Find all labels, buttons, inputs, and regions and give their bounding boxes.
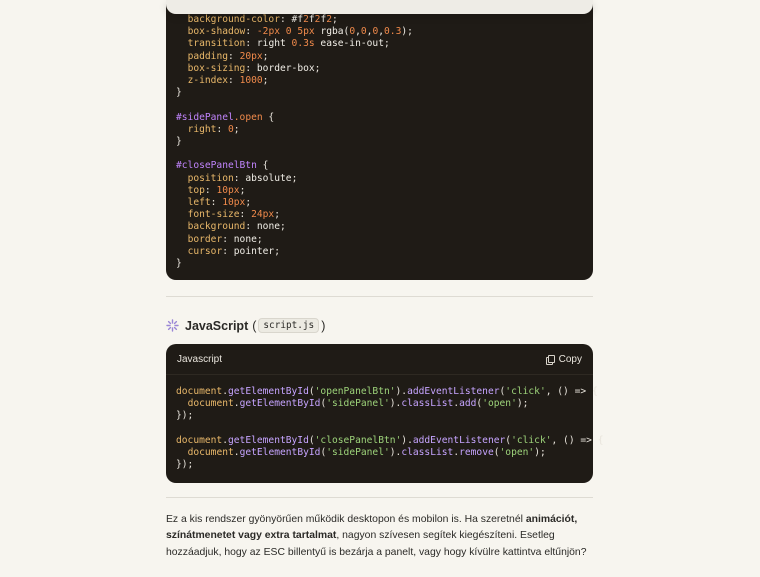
code-line: padding: 20px; <box>187 50 269 62</box>
code-line: document.getElementById('closePanelBtn').addEventListener('click', () => { <box>176 434 604 446</box>
message-text: , nagyon szívesen segítek kiegészíteni. Esetleg hozzáadjuk, hogy az ESC billentyű is bezárja a panelt, vagy hogy kívülre kattintva eltűnjön? <box>166 530 587 558</box>
divider <box>166 296 593 297</box>
code-line: z-index: 1000; <box>187 75 269 87</box>
js-code-block <box>166 344 604 483</box>
code-line: document.getElementById('sidePanel').classList.add('open'); <box>187 398 529 410</box>
close-paren: ) <box>321 318 326 333</box>
copy-icon <box>546 355 554 364</box>
code-line: } <box>176 87 182 99</box>
js-section-heading <box>166 318 325 333</box>
code-line: document.getElementById('sidePanel').classList.remove('open'); <box>187 447 546 459</box>
copy-button[interactable] <box>546 354 582 365</box>
open-paren: ( <box>252 318 257 333</box>
message-text: Ez a kis rendszer gyönyörűen működik desktopon és mobilon is. Ha szeretnél <box>166 514 526 525</box>
code-line: background: none; <box>187 221 286 233</box>
code-block-header <box>166 344 593 375</box>
divider <box>166 497 593 498</box>
code-line: transition: right 0.3s ease-in-out; <box>187 38 390 50</box>
code-line: font-size: 24px; <box>187 209 280 221</box>
code-line: #sidePanel.open { <box>176 111 275 123</box>
code-line: box-shadow: -2px 0 5px rgba(0,0,0,0.3); <box>187 26 413 38</box>
sparkle-icon <box>166 319 179 332</box>
code-line: position: absolute; <box>187 172 298 184</box>
code-line: #closePanelBtn { <box>176 160 269 172</box>
code-line: background-color: #f2f2f2; <box>187 14 338 25</box>
code-line: } <box>176 258 182 270</box>
code-line: top: 10px; <box>187 184 246 196</box>
css-code-block <box>166 0 593 280</box>
code-line: cursor: pointer; <box>187 245 280 257</box>
filename-badge: script.js <box>258 318 319 333</box>
code-language-label: Javascript <box>177 353 223 365</box>
code-line: left: 10px; <box>187 197 252 209</box>
code-line: }); <box>176 410 194 422</box>
code-line: box-sizing: border-box; <box>187 62 321 74</box>
message-bold: animációt, színátmenetet vagy extra tartalmat <box>166 514 578 542</box>
assistant-message <box>166 512 594 561</box>
copy-label: Copy <box>558 353 582 365</box>
code-line: right: 0; <box>187 123 240 135</box>
code-line: border: none; <box>187 233 263 245</box>
js-code <box>176 386 603 471</box>
code-line: }); <box>176 459 194 471</box>
css-code <box>176 14 413 270</box>
top-overlay-bar <box>166 0 593 14</box>
section-title-text: JavaScript <box>185 318 249 333</box>
code-line: document.getElementById('openPanelBtn').addEventListener('click', () => { <box>176 386 598 397</box>
code-line: } <box>176 136 182 148</box>
